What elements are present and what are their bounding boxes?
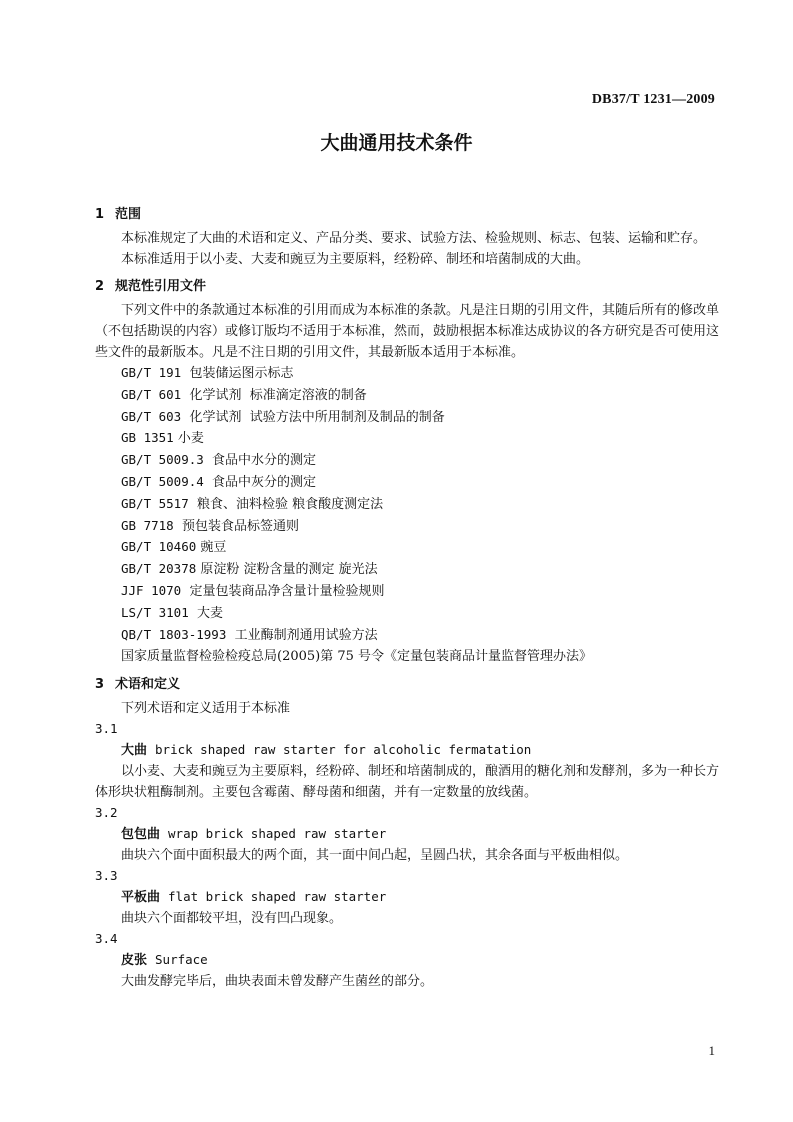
reference-item: JJF 1070 定量包装商品净含量计量检验规则 xyxy=(121,582,385,599)
reference-item: GB 1351 小麦 xyxy=(121,430,204,447)
reference-item: GB/T 5009.3 食品中水分的测定 xyxy=(121,452,317,469)
term-definition: 曲块六个面都较平坦，没有凹凸现象。 xyxy=(121,911,343,927)
document-body xyxy=(95,198,720,992)
section-heading-terms xyxy=(95,674,720,696)
reference-item: GB/T 20378 原淀粉 淀粉含量的测定 旋光法 xyxy=(121,561,378,578)
paragraph: 下列文件中的条款通过本标准的引用而成为本标准的条款。凡是注日期的引用文件，其随后所有的修改单（不包括勘误的内容）或修订版均不适用于本标准，然而，鼓励根据本标准达成协议的各方研究是否可使用这些文件的最新版本。凡是不注日期的引用文件，其最新版本适用于本标准。 xyxy=(95,303,720,360)
reference-item: GB 7718 预包装食品标签通则 xyxy=(121,517,299,534)
section-heading-references xyxy=(95,276,720,298)
section-title: 规范性引用文件 xyxy=(115,279,207,294)
reference-item: 国家质量监督检验检疫总局(2005)第 75 号令《定量包装商品计量监督管理办法》 xyxy=(121,649,593,665)
term-number: 3.3 xyxy=(95,868,118,884)
term-definition: 大曲发酵完毕后，曲块表面未曾发酵产生菌丝的部分。 xyxy=(121,974,434,990)
reference-list xyxy=(95,363,720,668)
reference-item: QB/T 1803-1993 工业酶制剂通用试验方法 xyxy=(121,626,378,643)
section-title: 范围 xyxy=(115,207,142,222)
reference-item: GB/T 5009.4 食品中灰分的测定 xyxy=(121,473,317,490)
paragraph: 本标准规定了大曲的术语和定义、产品分类、要求、试验方法、检验规则、标志、包装、运输和贮存。 xyxy=(121,231,707,246)
term-number: 3.4 xyxy=(95,931,118,947)
standard-code: DB37/T 1231—2009 xyxy=(591,92,715,107)
paragraph: 本标准适用于以小麦、大麦和豌豆为主要原料，经粉碎、制坯和培菌制成的大曲。 xyxy=(121,252,590,267)
term-heading: 平板曲 flat brick shaped raw starter xyxy=(121,889,387,906)
section-number: 3 xyxy=(95,677,105,693)
reference-item: GB/T 601 化学试剂 标准滴定溶液的制备 xyxy=(121,386,367,403)
term-number: 3.1 xyxy=(95,721,118,737)
reference-item: GB/T 603 化学试剂 试验方法中所用制剂及制品的制备 xyxy=(121,408,445,425)
reference-item: GB/T 191 包装储运图示标志 xyxy=(121,365,294,381)
reference-item: LS/T 3101 大麦 xyxy=(121,604,223,621)
term-heading: 包包曲 wrap brick shaped raw starter xyxy=(121,826,387,843)
section-number: 2 xyxy=(95,279,105,294)
section-number: 1 xyxy=(95,207,105,222)
term-heading: 皮张 Surface xyxy=(121,952,208,969)
page-title: 大曲通用技术条件 xyxy=(320,132,473,154)
term-number: 3.2 xyxy=(95,805,118,821)
term-heading: 大曲 brick shaped raw starter for alcoholic fermatation xyxy=(121,742,532,759)
term-definition: 曲块六个面中面积最大的两个面，其一面中间凸起，呈圆凸状，其余各面与平板曲相似。 xyxy=(121,848,629,864)
term-definition: 以小麦、大麦和豌豆为主要原料，经粉碎、制坯和培菌制成的，酿酒用的糖化剂和发酵剂，多为一种长方体形块状粗酶制剂。主要包含霉菌、酵母菌和细菌，并有一定数量的放线菌。 xyxy=(95,764,720,801)
reference-item: GB/T 10460 豌豆 xyxy=(121,539,227,556)
paragraph: 下列术语和定义适用于本标准 xyxy=(121,701,291,717)
section-heading-scope xyxy=(95,204,720,226)
page-number: 1 xyxy=(708,1043,715,1058)
reference-item: GB/T 5517 粮食、油料检验 粮食酸度测定法 xyxy=(121,495,384,512)
section-title: 术语和定义 xyxy=(115,677,181,693)
